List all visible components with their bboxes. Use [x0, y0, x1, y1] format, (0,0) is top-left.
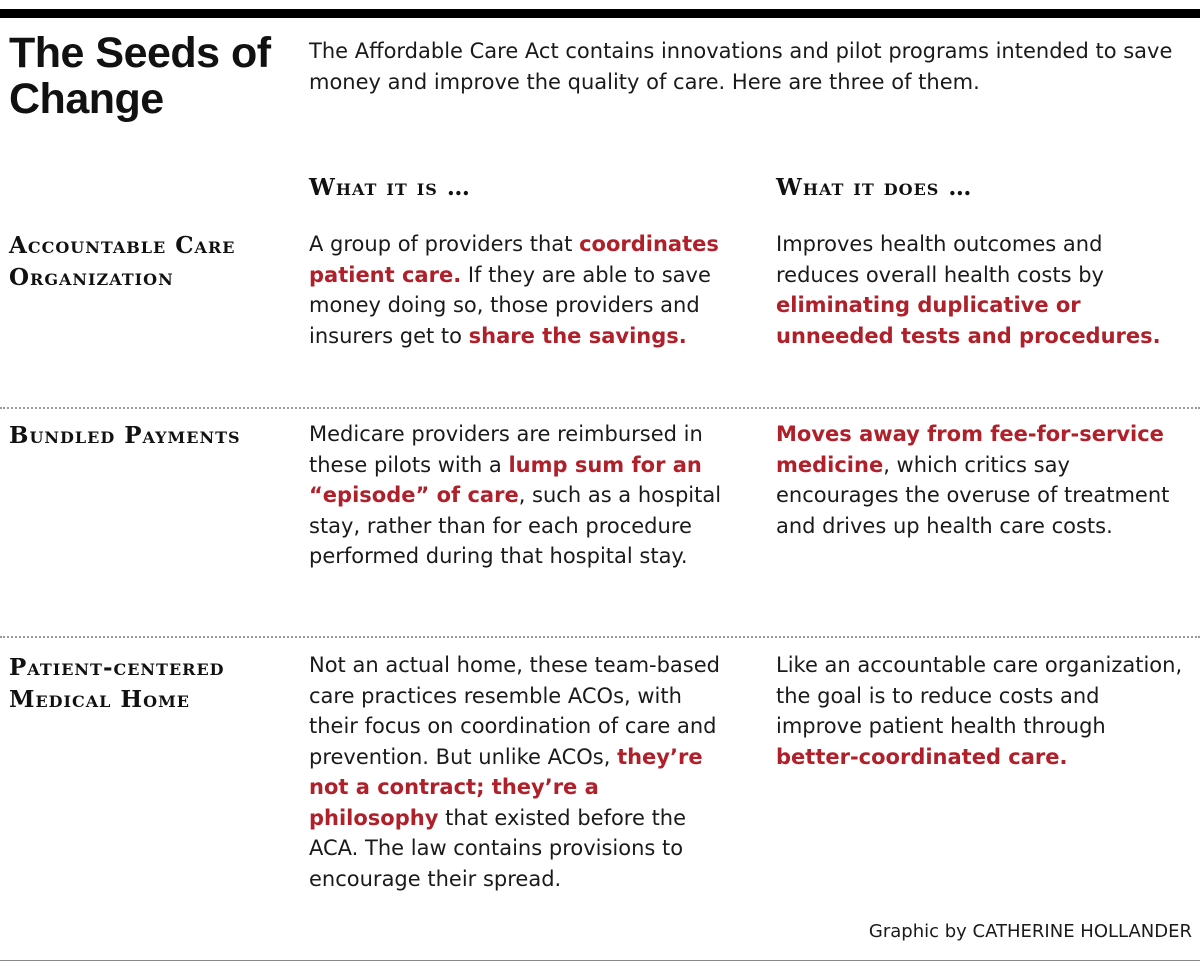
- row-label-bundled-payments: Bundled Payments: [9, 422, 241, 449]
- body-text: Medicare providers are reimbursed in these pilots with a: [309, 422, 703, 477]
- body-text: Like an accountable care organization, the goal is to reduce costs and improve patient health through: [776, 653, 1183, 738]
- highlight-phrase: lump sum for an “episode” of care: [309, 452, 702, 507]
- column-header-what-it-is: What it is …: [309, 174, 471, 201]
- row-aco-what-it-is: [309, 229, 729, 351]
- highlight-phrase: eliminating duplicative or unneeded tests and procedures.: [776, 293, 1161, 348]
- body-text: that existed before the ACA. The law contains provisions to encourage their spread.: [309, 805, 687, 891]
- highlight-phrase: coordinates patient care.: [309, 232, 719, 287]
- bottom-rule: [0, 960, 1200, 961]
- body-text: , such as a hospital stay, rather than for each procedure performed during that hospital stay.: [309, 483, 722, 568]
- body-text: If they are able to save money doing so, those providers and insurers get to: [309, 262, 711, 348]
- row-label-aco: Accountable Care Organization: [9, 232, 236, 291]
- highlight-phrase: better-coordinated care.: [776, 744, 1068, 769]
- row-divider: [0, 407, 1200, 409]
- body-text: Not an actual home, these team-based care practices resemble ACOs, with their focus on coordination of care and prevention. But unlike ACOs,: [309, 653, 720, 769]
- highlight-phrase: share the savings.: [468, 323, 687, 348]
- row-label-medical-home: Patient-centered Medical Home: [9, 654, 225, 713]
- row-bundled-what-it-does: [776, 419, 1186, 541]
- graphic-credit: Graphic by CATHERINE HOLLANDER: [868, 921, 1192, 942]
- graphic-title: The Seeds of Change: [9, 29, 271, 123]
- highlight-phrase: they’re not a contract; they’re a philosophy: [309, 744, 703, 830]
- intro-text: The Affordable Care Act contains innovations and pilot programs intended to save money and improve the quality of care. Here are three of them.: [309, 39, 1173, 94]
- row-medical-home-what-it-does: [776, 650, 1186, 772]
- body-text: A group of providers that: [309, 232, 580, 256]
- body-text: , which critics say encourages the overuse of treatment and drives up health care costs.: [776, 452, 1170, 538]
- row-medical-home-what-it-is: [309, 650, 729, 894]
- highlight-phrase: Moves away from fee-for-service medicine: [776, 422, 1164, 477]
- column-header-what-it-does: What it does …: [776, 174, 973, 201]
- row-bundled-what-it-is: [309, 419, 729, 572]
- row-divider: [0, 636, 1200, 638]
- top-rule: [0, 9, 1200, 18]
- row-aco-what-it-does: [776, 229, 1186, 351]
- body-text: Improves health outcomes and reduces overall health costs by: [776, 232, 1104, 287]
